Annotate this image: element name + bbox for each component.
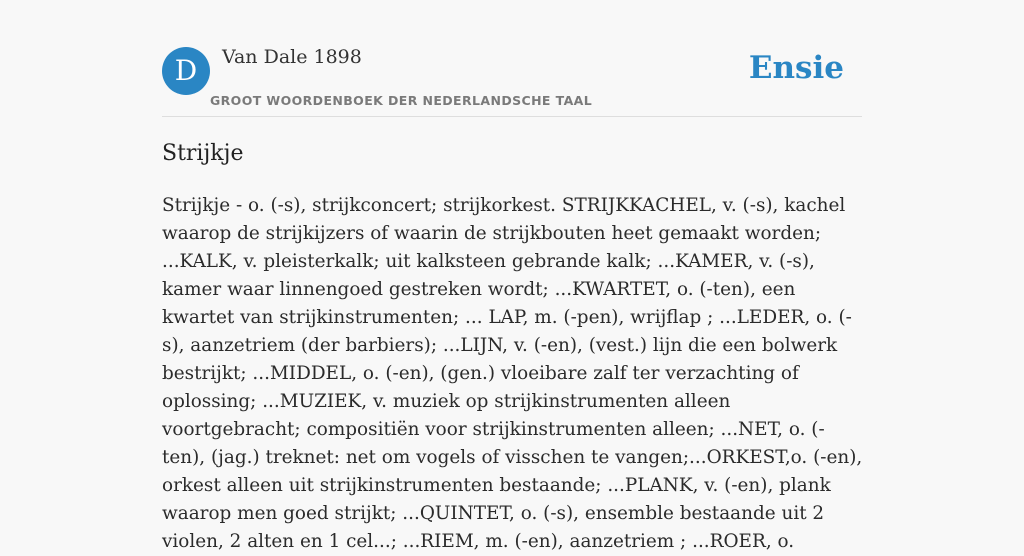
entry-definition: Strijkje - o. (-s), strijkconcert; strijkorkest. STRIJKKACHEL, v. (-s), kachel waarop de strijkijzers of waarin de strijkbouten heet gemaakt worden; ...KALK, v. pleisterkalk; uit kalksteen gebrande kalk; ...KAMER, v. (-s), kamer waar linnengoed gestreken wordt; ...KWARTET, o. (-ten), een kwartet van strijkinstrumenten; ... LAP, m. (-pen), wrijflap ; ...LEDER, o. (-s), aanzetriem (der barbiers); ...LIJN, v. (-en), (vest.) lijn die een bolwerk bestrijkt; ...MIDDEL, o. (-en), (gen.) vloeibare zalf ter verzachting of oplossing; ...MUZIEK, v. muziek op strijkinstrumenten alleen voortgebracht; compositiën voor strijkinstrumenten alleen; ...NET, o. (-ten), (jag.) treknet: net om vogels of visschen te vangen;...ORKEST,o. (-en), orkest alleen uit strijkinstrumenten bestaande; ...PLANK, v. (-en), plank waarop men goed strijkt; ...QUINTET, o. (-s), ensemble bestaande uit 2 violen, 2 alten en 1 cel...; ...RIEM, m. (-en), aanzetriem ; ...ROER, o. [162,195,863,552]
source-title[interactable]: Van Dale 1898 [222,46,362,68]
brand-logo-link[interactable]: Ensie [748,50,844,86]
source-subtitle: GROOT WOORDENBOEK DER NEDERLANDSCHE TAAL [210,93,593,108]
page-container [162,0,863,552]
source-logo[interactable]: D [162,47,210,95]
entry-title: Strijkje [162,141,244,166]
source-header [162,0,862,117]
